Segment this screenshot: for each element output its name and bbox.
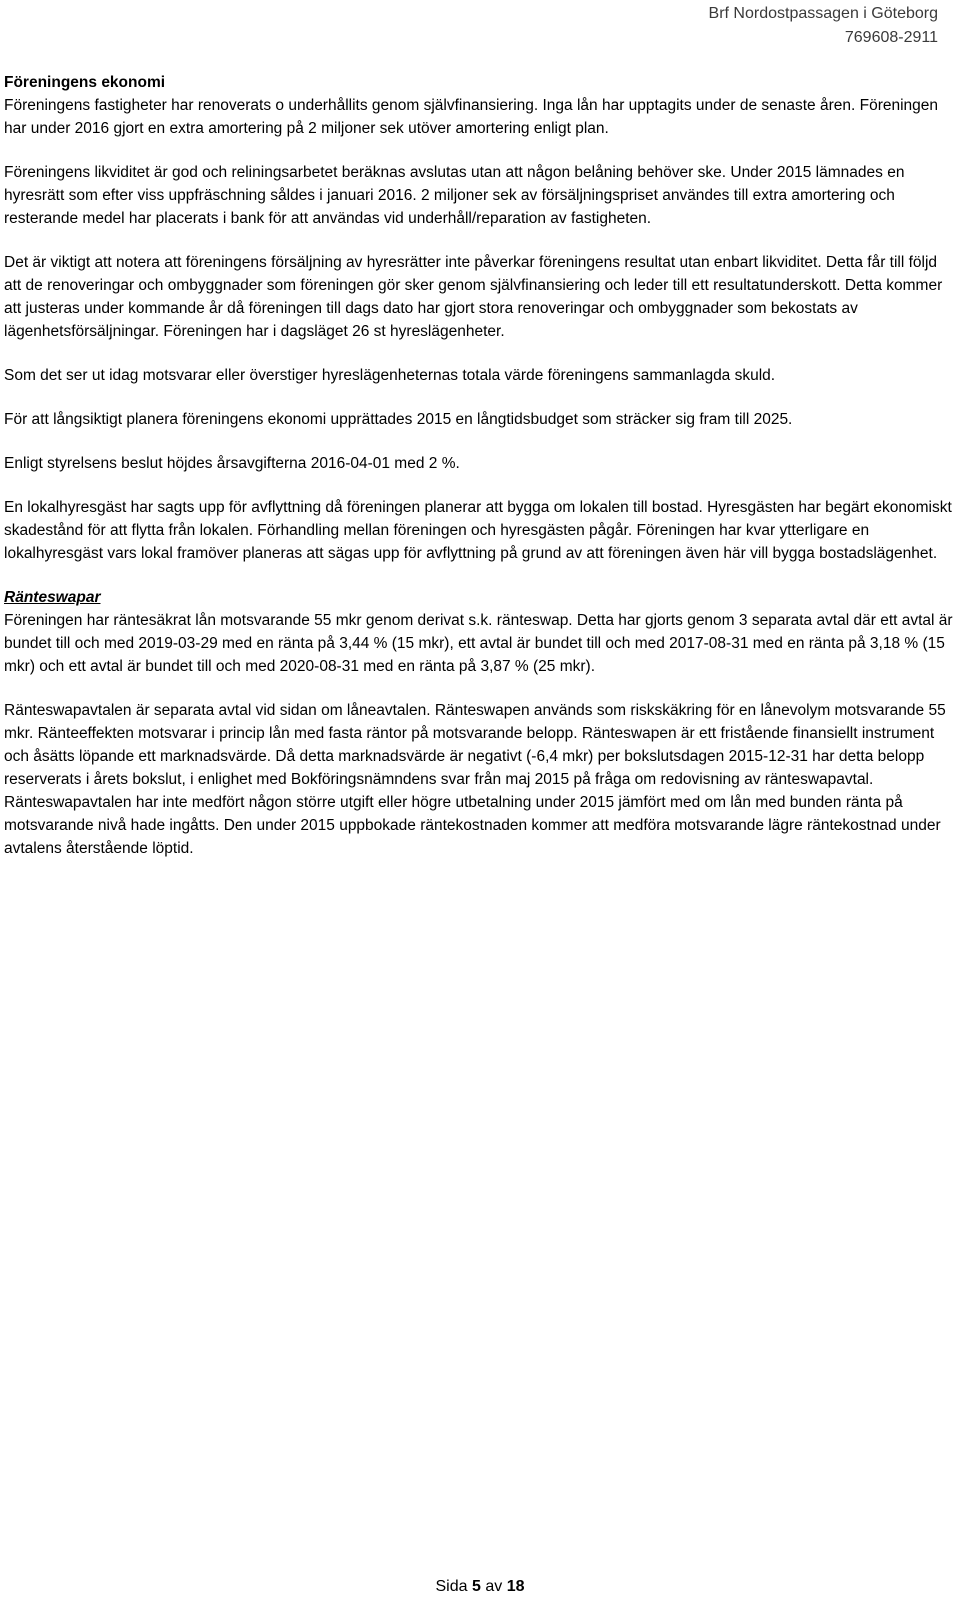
swaps-paragraph-2: Ränteswapavtalen är separata avtal vid sidan om låneavtalen. Ränteswapen används som riskskäkring för en lånevolym motsvarande 55 mkr. Ränteeffekten motsvarar i princip lån med fasta räntor på motsvarande belopp. Ränteswapen är ett fristående finansiellt instrument och åsätts löpande ett marknadsvärde. Då detta marknadsvärde är negativt (-6,4 mkr) per bokslutsdagen 2015-12-31 har detta belopp reserverats i årets bokslut, i enlighet med Bokföringsnämndens svar från maj 2015 på fråga om redovisning av ränteswapavtal. Ränteswapavtalen har inte medfört någon större utgift eller högre utbetalning under 2015 jämfört med om lån med bunden ränta på motsvarande nivå hade ingåtts. Den under 2015 uppbokade räntekostnaden kommer att medföra motsvarande lägre räntekostnad under avtalens återstående löptid. <box>4 702 946 857</box>
economy-paragraph-2: Föreningens likviditet är god och reliningsarbetet beräknas avslutas utan att någon belåning behöver ske. Under 2015 lämnades en hyresrätt som efter viss uppfräschning såldes i januari 2016. 2 miljoner sek av försäljningspriset användes till extra amortering och resterande medel har placerats i bank för att användas vid underhåll/reparation av fastigheten. <box>4 164 905 227</box>
page-footer <box>0 1576 960 1598</box>
page-header <box>709 2 938 50</box>
economy-paragraph-1: Föreningens fastigheter har renoverats o underhållits genom självfinansiering. Inga lån har upptagits under de senaste åren. Föreningen har under 2016 gjort en extra amortering på 2 miljoner sek utöver amortering enligt plan. <box>4 97 939 137</box>
economy-paragraph-5: För att långsiktigt planera föreningens ekonomi upprättades 2015 en långtidsbudget som sträcker sig fram till 2025. <box>4 411 793 428</box>
swaps-title: Ränteswapar <box>4 589 101 606</box>
page-label: Sida <box>435 1578 468 1595</box>
document-body <box>4 71 954 881</box>
economy-section <box>4 71 954 140</box>
economy-paragraph-7: En lokalhyresgäst har sagts upp för avflyttning då föreningen planerar att bygga om lokalen till bostad. Hyresgästen har begärt ekonomiskt skadestånd för att flytta från lokalen. Förhandling mellan föreningen och hyresgästen pågår. Föreningen har kvar ytterligare en lokalhyresgäst vars lokal framöver planeras att sägas upp för avflyttning på grund av att föreningen även här vill bygga bostadslägenhet. <box>4 499 952 562</box>
total-pages-number: 18 <box>506 1578 525 1595</box>
page-separator: av <box>485 1578 503 1595</box>
economy-paragraph-4: Som det ser ut idag motsvarar eller överstiger hyreslägenheternas totala värde föreningens sammanlagda skuld. <box>4 367 776 384</box>
current-page-number: 5 <box>471 1578 481 1595</box>
economy-paragraph-3: Det är viktigt att notera att föreningens försäljning av hyresrätter inte påverkar föreningens resultat utan enbart likviditet. Detta får till följd att de renoveringar och ombyggnader som föreningen gör sker genom självfinansiering och leder till ett resultatunderskott. Detta kommer att justeras under kommande år då föreningen till dags dato har gjort stora renoveringar och ombyggnader som bekostats av lägenhetsförsäljningar. Föreningen har i dagsläget 26 st hyreslägenheter. <box>4 254 943 340</box>
org-name: Brf Nordostpassagen i Göteborg <box>708 5 938 22</box>
economy-title: Föreningens ekonomi <box>4 74 166 91</box>
economy-paragraph-6: Enligt styrelsens beslut höjdes årsavgifterna 2016-04-01 med 2 %. <box>4 455 460 472</box>
swaps-section <box>4 586 954 678</box>
org-number: 769608-2911 <box>844 29 938 46</box>
swaps-paragraph-1: Föreningen har räntesäkrat lån motsvarande 55 mkr genom derivat s.k. ränteswap. Detta har gjorts genom 3 separata avtal där ett avtal är bundet till och med 2019-03-29 med en ränta på 3,44 % (15 mkr), ett avtal är bundet till och med 2017-08-31 med en ränta på 3,18 % (15 mkr) och ett avtal är bundet till och med 2020-08-31 med en ränta på 3,87 % (25 mkr). <box>4 612 953 675</box>
